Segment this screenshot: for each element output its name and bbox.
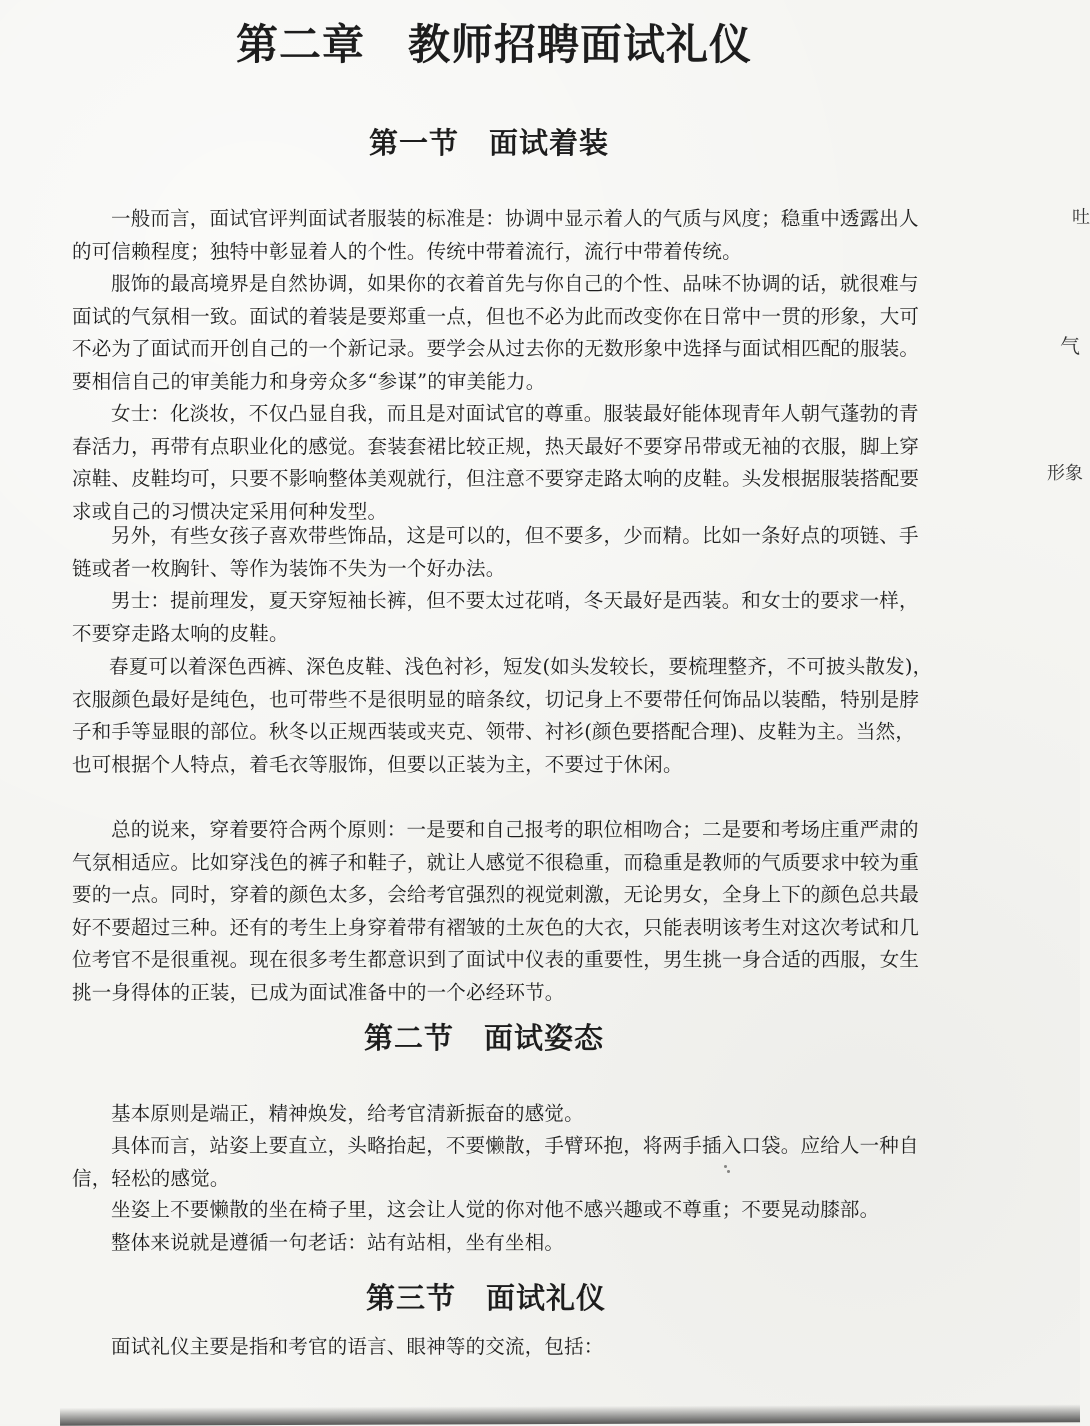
- section-2-paragraph-1: 基本原则是端正，精神焕发，给考官清新振奋的感觉。: [111, 1102, 584, 1125]
- section-2-paragraph-3: 坐姿上不要懒散的坐在椅子里，这会让人觉的你对他不感兴趣或不尊重；不要晃动膝部。: [111, 1198, 880, 1221]
- section-3-paragraph-1: 面试礼仪主要是指和考官的语言、眼神等的交流，包括：: [111, 1335, 604, 1358]
- margin-fragment-2: 气: [1060, 334, 1080, 358]
- section-1-paragraph-1: 一般而言，面试官评判面试者服装的标准是：协调中显示着人的气质与风度；稳重中透露出人的可信赖程度；独特中彰显着人的个性。传统中带着流行，流行中带着传统。: [72, 207, 919, 263]
- margin-fragment-3: 形象: [1047, 463, 1083, 484]
- section-1-paragraph-4: 另外，有些女孩子喜欢带些饰品，这是可以的，但不要多，少而精。比如一条好点的项链、手链或者一枚胸针、等作为装饰不失为一个好办法。: [72, 524, 919, 580]
- section-1-paragraph-6: 春夏可以着深色西裤、深色皮鞋、浅色衬衫，短发(如头发较长，要梳理整齐，不可披头散发)，衣服颜色最好是纯色，也可带些不是很明显的暗条纹，切记身上不要带任何饰品以装酷，特别是脖子和手等显眼的部位。秋冬以正规西装或夹克、领带、衬衫(颜色要搭配合理)、皮鞋为主。当然，也可根据个人特点，着毛衣等服饰，但要以正装为主，不要过于休闲。: [72, 655, 933, 776]
- section-title-3: 第三节 面试礼仪: [366, 1281, 607, 1315]
- section-2-paragraph-4: 整体来说就是遵循一句老话：站有站相，坐有坐相。: [111, 1231, 565, 1254]
- section-title-2: 第二节 面试姿态: [364, 1021, 605, 1055]
- section-1-paragraph-5: 男士：提前理发，夏天穿短袖长裤，但不要太过花哨，冬天最好是西装。和女士的要求一样，不要穿走路太响的皮鞋。: [72, 589, 919, 645]
- scan-speck: [724, 1165, 727, 1168]
- chapter-title: 第二章 教师招聘面试礼仪: [236, 20, 753, 69]
- section-1-paragraph-7: 总的说来，穿着要符合两个原则：一是要和自己报考的职位相吻合；二是要和考场庄重严肃的气氛相适应。比如穿浅色的裤子和鞋子，就让人感觉不很稳重，而稳重是教师的气质要求中较为重要的一点。同时，穿着的颜色太多，会给考官强烈的视觉刺激，无论男女，全身上下的颜色总共最好不要超过三种。还有的考生上身穿着带有褶皱的土灰色的大衣，只能表明该考生对这次考试和几位考官不是很重视。现在很多考生都意识到了面试中仪表的重要性，男生挑一身合适的西服，女生挑一身得体的正装，已成为面试准备中的一个必经环节。: [72, 818, 920, 1004]
- page-bottom-shadow: [60, 1404, 1080, 1426]
- section-2-paragraph-2: 具体而言，站姿上要直立，头略抬起，不要懒散，手臂环抱，将两手插入口袋。应给人一种自信，轻松的感觉。: [72, 1134, 919, 1190]
- section-1-paragraph-2: 服饰的最高境界是自然协调，如果你的衣着首先与你自己的个性、品味不协调的话，就很难与面试的气氛相一致。面试的着装是要郑重一点，但也不必为此而改变你在日常中一贯的形象，大可不必为了面试而开创自己的一个新记录。要学会从过去你的无数形象中选择与面试相匹配的服装。要相信自己的审美能力和身旁众多“参谋”的审美能力。: [72, 272, 920, 393]
- margin-fragment-1: 吐: [1072, 207, 1090, 228]
- scan-speck: [727, 1170, 730, 1173]
- section-title-1: 第一节 面试着装: [369, 126, 610, 160]
- section-1-paragraph-3: 女士：化淡妆，不仅凸显自我，而且是对面试官的尊重。服装最好能体现青年人朝气蓬勃的青春活力，再带有点职业化的感觉。套装套裙比较正规，热天最好不要穿吊带或无袖的衣服，脚上穿凉鞋、皮鞋均可，只要不影响整体美观就行，但注意不要穿走路太响的皮鞋。头发根据服装搭配要求或自己的习惯决定采用何种发型。: [72, 402, 920, 523]
